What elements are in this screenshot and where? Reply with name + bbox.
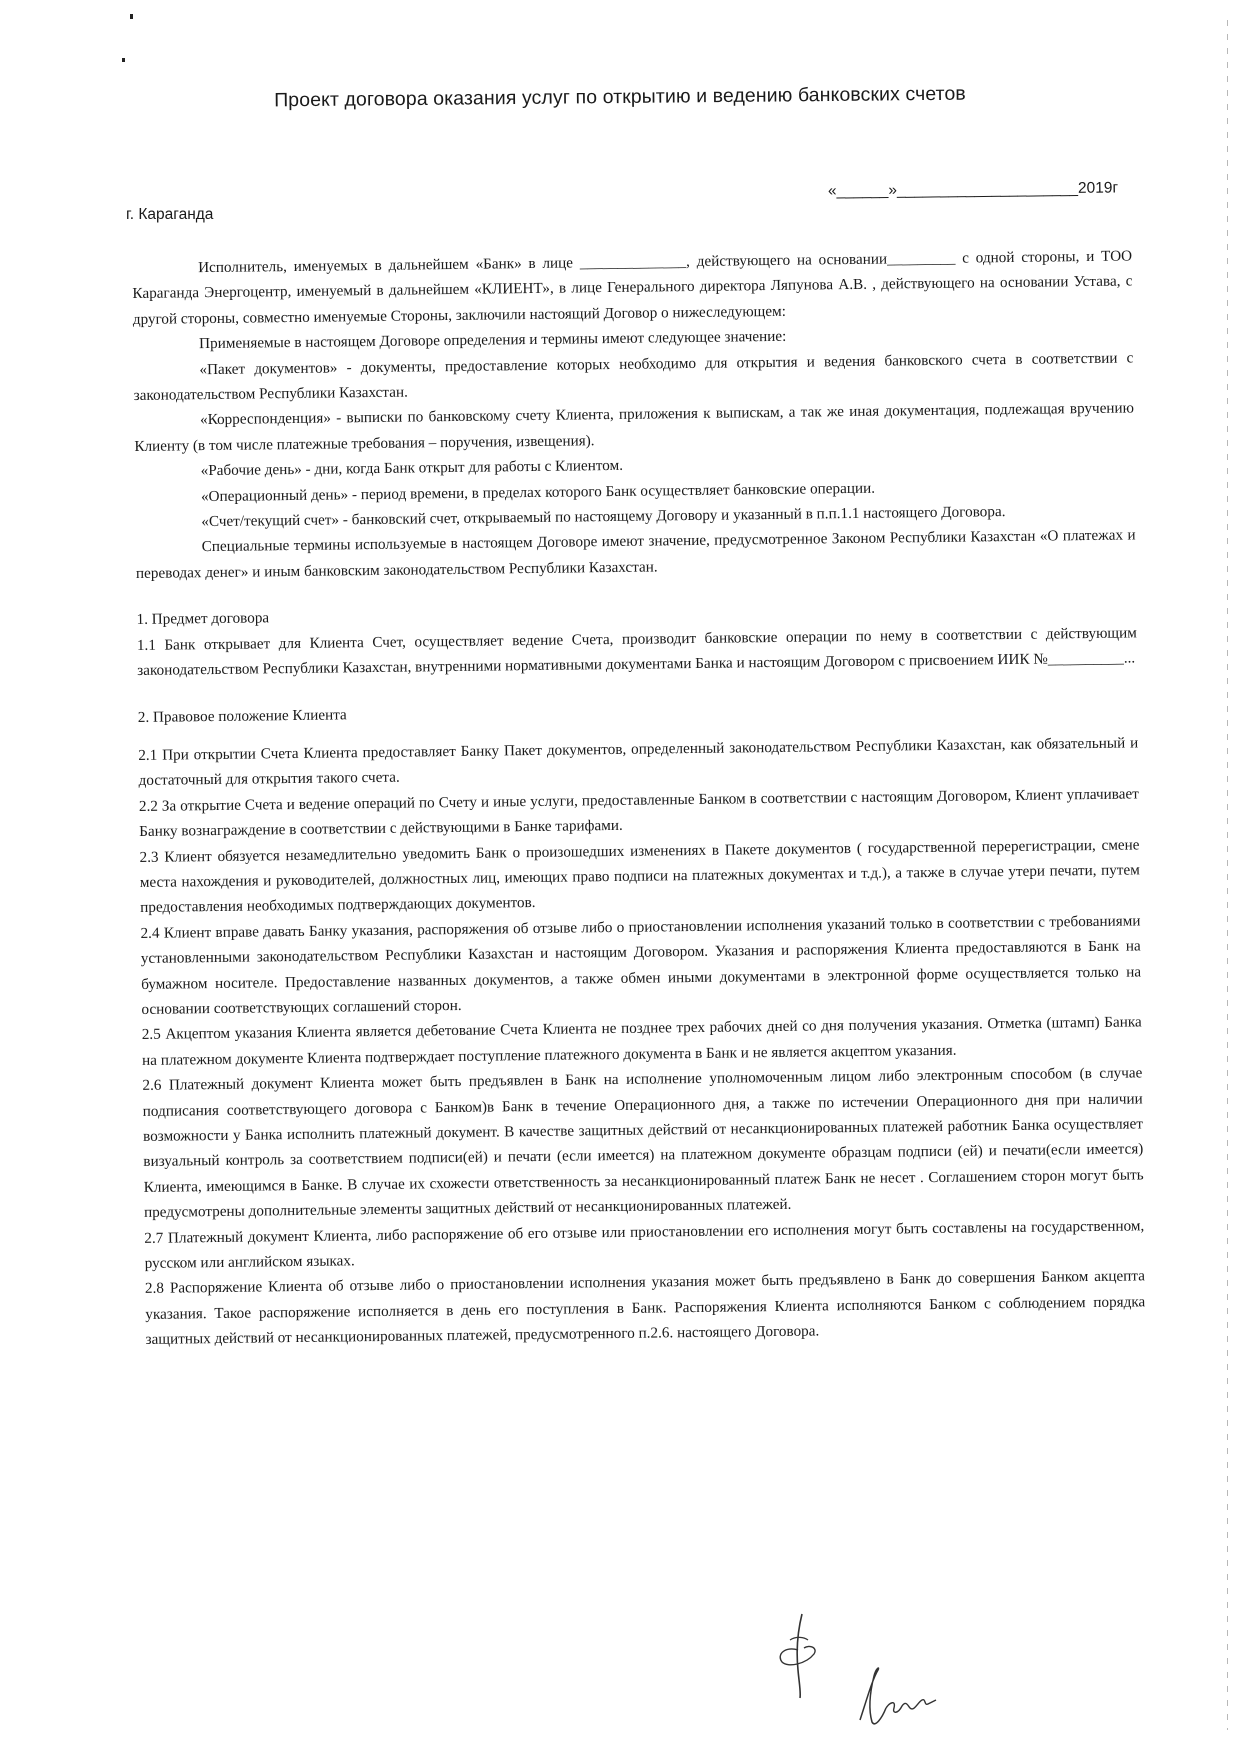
definition-item: «Рабочие день» - дни, когда Банк открыт для работы с Клиентом.	[200, 457, 624, 480]
definitions-intro: Применяемые в настоящем Договоре определения и термины имеют следующее значение:	[199, 328, 787, 353]
special-terms-paragraph: Специальные термины используемые в настоящем Договоре имеют значение, предусмотренное Законом Республики Казахстан «О платежах и переводах денег» и иным банковским законодательством Республики Казахстан.	[135, 526, 1136, 582]
clause-2-5: 2.5 Акцептом указания Клиента является дебетование Счета Клиента не позднее трех рабочих дней со дня получения указания. Отметка (штамп) Банка на платежном документе Клиента подтверждает поступление платежного документа в Банк и не является акцептом указания.	[141, 1013, 1142, 1069]
scan-edge-line	[1227, 20, 1228, 1730]
definition-item: «Счет/текущий счет» - банковский счет, открываемый по настоящему Договору и указанный в п.п.1.1 настоящего Договора.	[201, 503, 1006, 531]
clause-2-4: 2.4 Клиент вправе давать Банку указания, распоряжения об отзыве либо о приостановлении исполнения указаний только в соответствии с требованиями установленными законодательством Республики Казахстан и настоящим Договором. Указания и распоряжения Клиента предоставляются в Банк на бумажном носителе. Предоставление названных документов, а также обмен иными документами в электронной форме осуществляется только на основании соответствующих соглашений сторон.	[140, 912, 1142, 1018]
definition-item: «Операционный день» - период времени, в пределах которого Банк осуществляет банковские операции.	[200, 479, 876, 505]
scan-mark-left	[122, 58, 125, 62]
section-1-heading: 1. Предмет договора	[136, 609, 270, 629]
definition-item: «Пакет документов» - документы, предоставление которых необходимо для открытия и ведения банковского счета в соответствии с законодательством Республики Казахстан.	[133, 349, 1134, 405]
clause-2-7: 2.7 Платежный документ Клиента, либо распоряжение об его отзыве или приостановлении его исполнения могут быть составлены на государственном, русском или английском языках.	[144, 1216, 1145, 1272]
section-2-heading: 2. Правовое положение Клиента	[137, 705, 347, 726]
clause-1-1: 1.1 Банк открывает для Клиента Счет, осуществляет ведение Счета, производит банковские операции по нему в соответствии с действующим законодательством Республики Казахстан, внутренними нормативными документами Банка и настоящим Договором с присвоением ИИК №__________...	[136, 624, 1137, 680]
definition-item: «Корреспонденция» - выписки по банковскому счету Клиента, приложения к выпискам, а так же иная документация, подлежащая вручению Клиенту (в том числе платежные требования – поручения, извещения).	[134, 399, 1135, 455]
clause-2-2: 2.2 За открытие Счета и ведение операций по Счету и иные услуги, предоставленные Банком в соответствии с настоящим Договором, Клиент уплачивает Банку вознаграждение в соответствии с действующими в Банке тарифами.	[138, 785, 1139, 841]
intro-paragraph: Исполнитель, именуемых в дальнейшем «Банк» в лице ______________, действующего на основании_________ с одной стороны, и ТОО Караганда Энергоцентр, именуемый в дальнейшем «КЛИЕНТ», в лице Генерального директора Ляпунова А.В. , действующего на основании Устава, с другой стороны, совместно именуемые Стороны, заключили настоящий Договор о нижеследующем:	[132, 247, 1133, 328]
document-title: Проект договора оказания услуг по открытию и ведению банковских счетов	[274, 82, 966, 112]
clause-2-1: 2.1 При открытии Счета Клиента предоставляет Банку Пакет документов, определенный законодательством Республики Казахстан, как обязательный и достаточный для открытия такого счета.	[138, 734, 1139, 790]
signature-1	[768, 1610, 828, 1700]
clause-2-6: 2.6 Платежный документ Клиента может быть предъявлен в Банк на исполнение уполномоченным лицом либо электронным способом (в случае подписания соответствующего договора с Банком)в Банк в течение Операционного дня, а также по истечении Операционного дня при наличии возможности у Банка исполнить платежный документ. В качестве защитных действий от несанкционированных платежей работник Банка осуществляет визуальный контроль за соответствием подписи(ей) и печати (если имеется) на платежном документе образцам подписи (ей) и печати(если имеется) Клиента, имеющимся в Банке. В случае их схожести ответственность за несанкционированный платеж Банк не несет . Соглашением сторон могут быть предусмотрены дополнительные элементы защитных действий от несанкционированных платежей.	[142, 1064, 1144, 1222]
document-date: «______»_____________________2019г	[827, 179, 1119, 200]
clause-2-8: 2.8 Распоряжение Клиента об отзыве либо о приостановлении исполнения указания может быть предъявлено в Банк до совершения Банком акцепта указания. Такое распоряжение исполняется в день его поступления в Банк. Распоряжения Клиента исполняются Банком с соблюдением порядка защитных действий от несанкционированных платежей, предусмотренного п.2.6. настоящего Договора.	[144, 1267, 1146, 1349]
clause-2-3: 2.3 Клиент обязуется незамедлительно уведомить Банк о произошедших изменениях в Пакете документов ( государственной перерегистрации, смене места нахождения и руководителей, должностных лиц, имеющих право подписи на платежных документах и т.д.), а также в случае утери печати, путем предоставления необходимых подтверждающих документов.	[139, 835, 1140, 917]
scan-mark-top	[130, 14, 133, 19]
document-body	[132, 243, 1146, 1352]
signature-2	[852, 1662, 942, 1732]
document-city: г. Караганда	[126, 206, 214, 223]
